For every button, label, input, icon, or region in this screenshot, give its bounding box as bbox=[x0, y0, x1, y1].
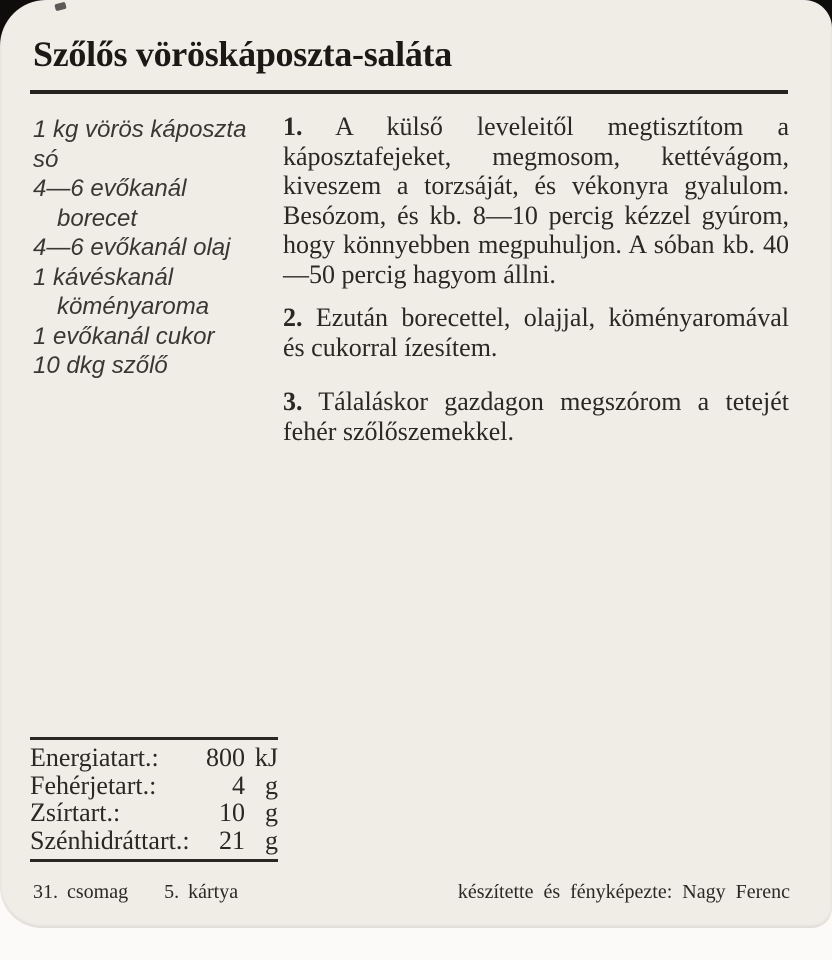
nutrition-unit: g bbox=[265, 798, 278, 827]
step-number: 3. bbox=[283, 387, 303, 416]
scan-artifact bbox=[54, 2, 66, 11]
nutrition-row-carbohydrate bbox=[30, 827, 278, 855]
instruction-step-2 bbox=[283, 303, 789, 362]
nutrition-value: 10 bbox=[219, 798, 245, 827]
step-text: A külső leveleitől megtisztítom a káposztafejeket, megmosom, kettévágom, kiveszem a torzsáját, és vékonyra gyalulom. Besózom, és kb. 8—10 percig kézzel gyúrom, hogy könnyebben megpuhuljon. A sóban kb. 40—50 percig hagyom állni. bbox=[283, 112, 789, 289]
ingredient-item: 10 dkg szőlő bbox=[33, 352, 168, 379]
footer-left bbox=[33, 881, 238, 904]
nutrition-label: Zsírtart.: bbox=[30, 798, 121, 827]
nutrition-table bbox=[30, 737, 278, 862]
step-number: 1. bbox=[283, 112, 303, 141]
instruction-step-1 bbox=[283, 112, 789, 289]
ingredient-item: 1 evőkanál cukor bbox=[33, 322, 215, 350]
nutrition-value: 4 bbox=[232, 770, 245, 800]
ingredient-item: 4—6 evőkanál bbox=[33, 175, 187, 202]
step-text: Ezután borecettel, olajjal, köményaromával és cukorral ízesítem. bbox=[283, 303, 790, 362]
nutrition-unit: g bbox=[265, 825, 278, 855]
credit-line: készítette és fényképezte: Nagy Ferenc bbox=[457, 881, 790, 903]
nutrition-label: Szénhidráttart.: bbox=[30, 825, 190, 855]
card-number: 5. kártya bbox=[164, 881, 239, 903]
ingredient-item: 1 kávéskanál bbox=[33, 263, 174, 291]
package-number: 31. csomag bbox=[33, 881, 129, 903]
nutrition-unit: g bbox=[265, 770, 278, 800]
ingredient-item-continuation: köményaroma bbox=[57, 293, 210, 320]
nutrition-value: 800 bbox=[206, 743, 245, 772]
nutrition-unit: kJ bbox=[254, 743, 278, 772]
nutrition-value: 21 bbox=[219, 825, 245, 855]
nutrition-table-body bbox=[30, 740, 278, 859]
recipe-title: Szőlős vöröskáposzta-saláta bbox=[33, 34, 452, 74]
step-text: Tálaláskor gazdagon megszórom a tetejét fehér szőlőszemekkel. bbox=[283, 387, 789, 446]
nutrition-table-bottom-rule bbox=[30, 859, 278, 862]
ingredients-list bbox=[33, 115, 279, 381]
instructions bbox=[283, 112, 789, 446]
ingredient-item-continuation: borecet bbox=[57, 204, 138, 232]
nutrition-label: Energiatart.: bbox=[30, 743, 159, 772]
ingredient-item: só bbox=[33, 145, 59, 173]
nutrition-row-energy bbox=[30, 744, 278, 772]
nutrition-row-fat bbox=[30, 799, 278, 827]
nutrition-label: Fehérjetart.: bbox=[30, 770, 157, 800]
title-divider bbox=[30, 90, 788, 94]
nutrition-row-protein bbox=[30, 772, 278, 800]
instruction-step-3 bbox=[283, 387, 789, 446]
ingredient-item: 1 kg vörös káposzta bbox=[33, 116, 247, 143]
step-number: 2. bbox=[283, 303, 303, 332]
card-footer bbox=[0, 881, 832, 905]
ingredient-item: 4—6 evőkanál olaj bbox=[33, 234, 231, 261]
